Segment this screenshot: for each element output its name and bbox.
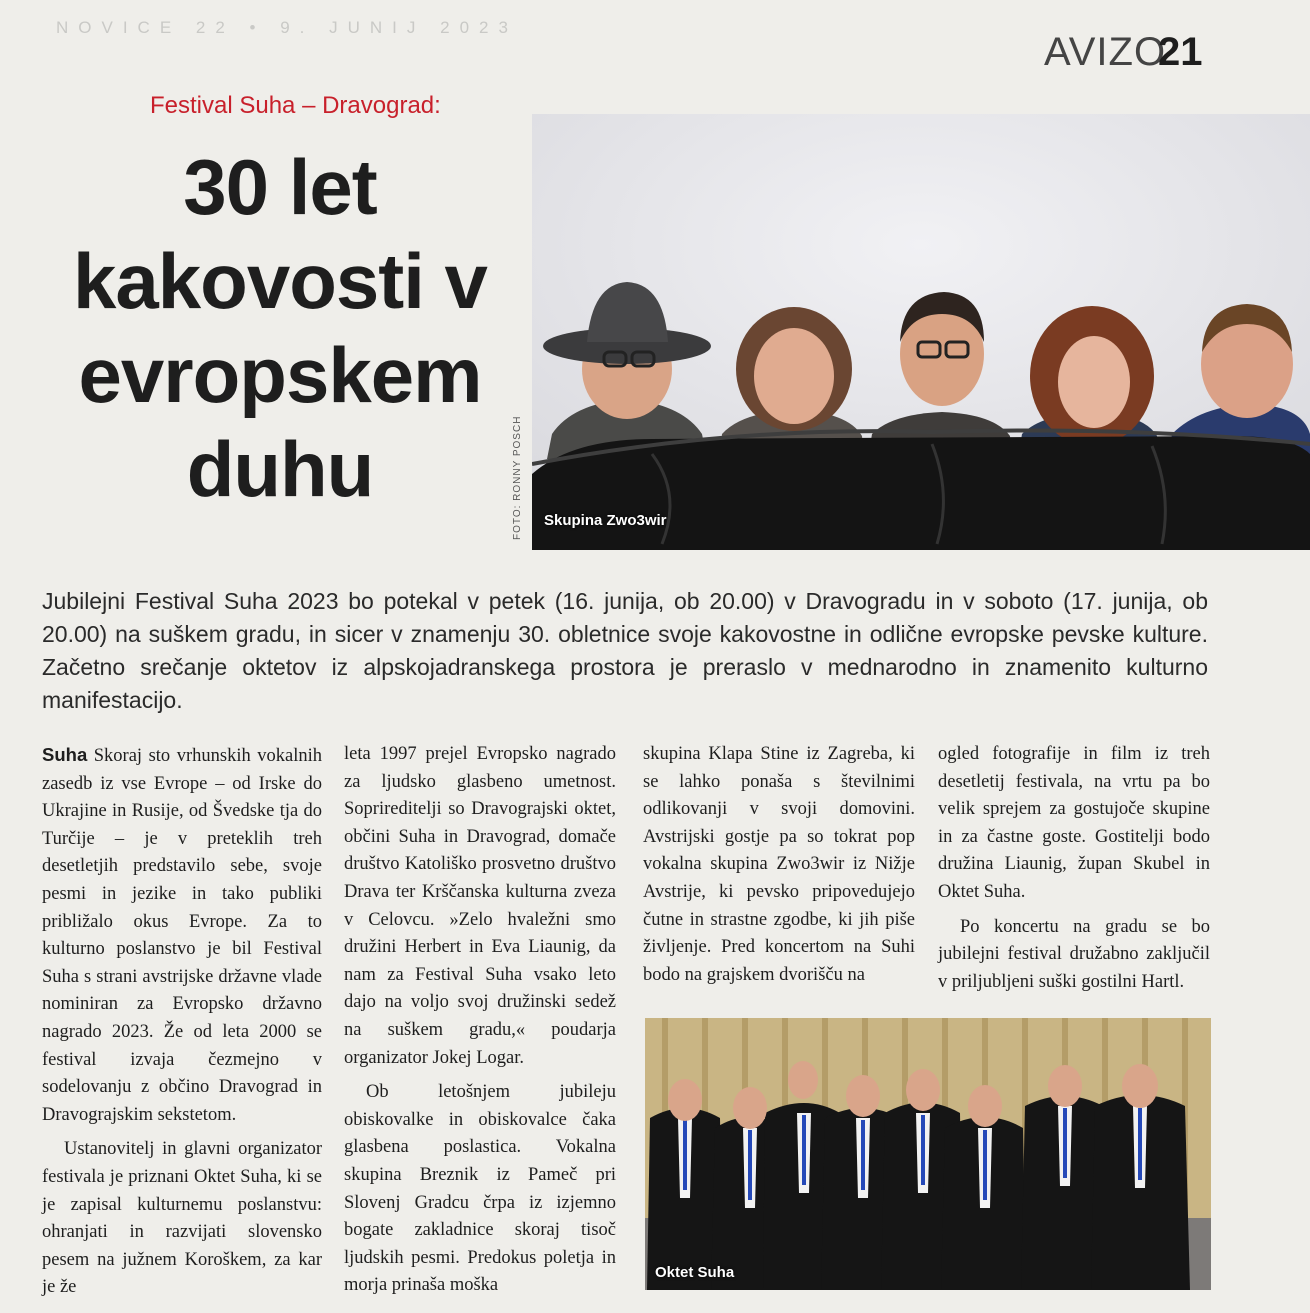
paragraph: Skoraj sto vrhunskih vokalnih zasedb iz vse Evrope – od Irske do Ukrajine in Rusije, od Švedske tja do Turčije – je v preteklih treh desetletjih predstavilo sebe, svoje pesmi in jezike in tako publiki približalo okus Evrope. Za to kulturno poslanstvo je bil Festival Suha s strani avstrijske državne vlade nominiran za Evropsko državno nagrado 2023. Že od leta 2000 se festival izvaja čezmejno v sodelovanju z občino Dravograd in Dravograjskim sekstetom. [42,746,322,1125]
article-headline: 30 let kakovosti v evropskem duhu [73,143,487,513]
photo-zwo3wir-illustration [532,114,1310,550]
paragraph: Po koncertu na gradu se bo jubilejni festival družabno zaključil v priljubljeni suški gostilni Hartl. [938,916,1210,992]
article-dateline: Suha [42,744,88,765]
article-lead: Jubilejni Festival Suha 2023 bo potekal v petek (16. junija, ob 20.00) v Dravogradu in v soboto (17. junija, ob 20.00) na suškem gradu, in sicer v znamenju 30. obletnice svoje kakovostne in odlične evropske pevske kulture. Začetno srečanje oktetov iz alpskojadranskega prostora je preraslo v mednarodno in znamenito kulturno manifestacijo. [42,588,1208,713]
section-title: AVIZO [1044,30,1167,74]
paragraph: ogled fotografije in film iz treh desetletij festivala, na vrtu pa bo velik sprejem za gostujoče skupine in za častne goste. Gostitelji bodo družina Liaunig, župan Skubel in Oktet Suha. [938,744,1210,902]
photo-oktet-suha-illustration [645,1018,1211,1290]
running-head: NOVICE 22 • 9. JUNIJ 2023 [56,18,518,37]
paragraph: Ob letošnjem jubileju obiskovalke in obiskovalce čaka glasbena poslastica. Vokalna skupina Breznik iz Pameč pri Slovenj Gradcu črpa iz izjemno bogate zakladnice skoraj tisoč ljudskih pesmi. Predokus poletja in morja prinaša moška [344,1082,616,1296]
photo-oktet-suha-caption: Oktet Suha [655,1264,735,1281]
article-column-3 [643,741,915,996]
photo-zwo3wir-caption: Skupina Zwo3wir [544,512,667,529]
paragraph: leta 1997 prejel Evropsko nagrado za ljudsko glasbeno umetnost. Soprireditelji so Dravograjski oktet, občini Suha in Dravograd, domače društvo Katoliško prosvetno društvo Drava ter Krščanska kulturna zveza v Celovcu. »Zelo hvaležni smo družini Herbert in Eva Liaunig, da nam za Festival Suha vsako leto dajo na voljo svoj družinski sedež na suškem gradu,« poudarja organizator Jokej Logar. [344,744,616,1068]
article-kicker: Festival Suha – Dravograd: [150,92,441,119]
article-column-1 [42,741,322,1309]
paragraph: Ustanovitelj in glavni organizator festivala je priznani Oktet Suha, ki se je zapisal kulturnemu poslanstvu: ohranjati in razvijati slovensko pesem na južnem Koroškem, za kar je že [42,1139,322,1298]
page-number: 21 [1158,30,1203,74]
article-column-4 [938,741,1210,1003]
photo-oktet-suha [645,1018,1211,1290]
photo-zwo3wir [532,114,1310,550]
paragraph: skupina Klapa Stine iz Zagreba, ki se lahko ponaša s številnimi odlikovanji v svoji domovini. Avstrijski gostje pa so tokrat pop vokalna skupina Zwo3wir iz Nižje Avstrije, ki pevsko pripovedujejo čutne in strastne zgodbe, ki jih piše življenje. Pred koncertom na Suhi bodo na grajskem dvorišču na [643,744,915,985]
photo-credit: FOTO: RONNY POSCH [512,415,523,540]
article-column-2 [344,741,616,1307]
